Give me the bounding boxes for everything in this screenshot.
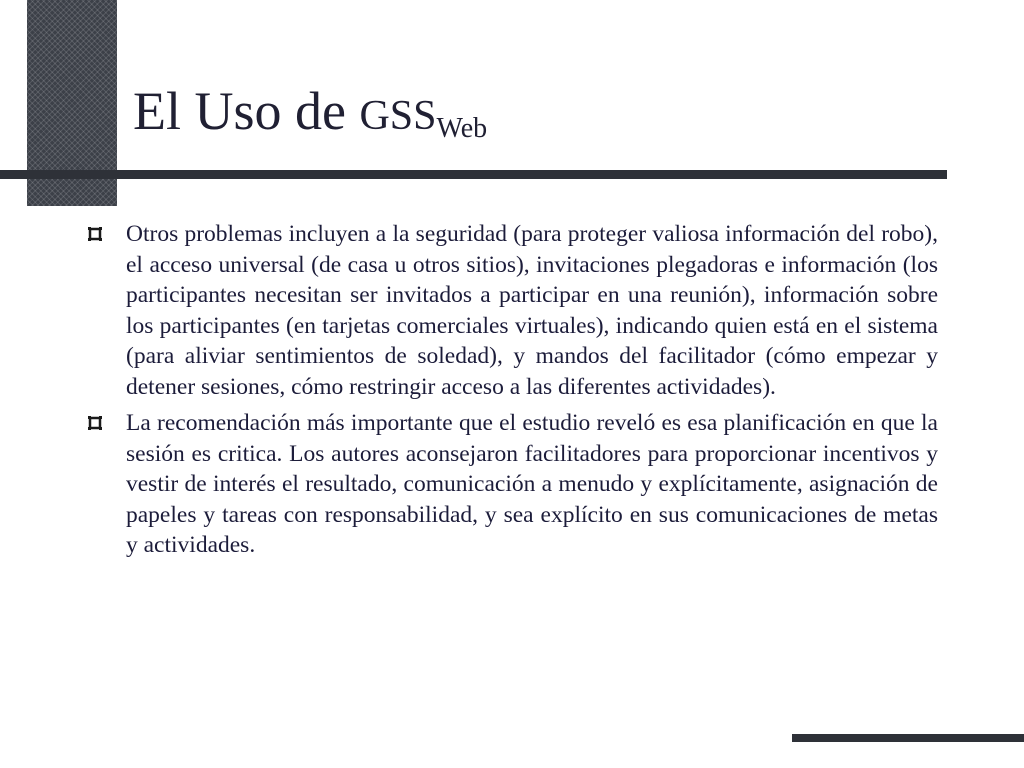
footer-divider bbox=[792, 734, 1024, 742]
title-gss-text: GSS bbox=[359, 93, 437, 139]
bullet-text: La recomendación más importante que el estudio reveló es esa planificación en que la sesión es critica. Los autores aconsejaron facilitadores para proporcionar incentivos y vestir de interés el resultado, comunicación a menudo y explícitamente, asignación de papeles y tareas con responsabilidad, y sea explícito en sus comunicaciones de metas y actividades. bbox=[126, 410, 938, 558]
bullet-item bbox=[86, 219, 938, 402]
bullet-text: Otros problemas incluyen a la seguridad (para proteger valiosa información del robo), el acceso universal (de casa u otros sitios), invitaciones plegadoras e información (los participantes necesitan ser invitados a participar en una reunión), información sobre los participantes (en tarjetas comerciales virtuales), indicando quien está en el sistema (para aliviar sentimientos de soledad), y mandos del facilitador (cómo empezar y detener sesiones, cómo restringir acceso a las diferentes actividades). bbox=[126, 221, 938, 400]
title-main-text: El Uso de bbox=[133, 81, 360, 141]
square-bullet-icon bbox=[86, 408, 126, 438]
title-divider bbox=[0, 170, 947, 179]
bullet-item bbox=[86, 408, 938, 561]
title-subscript-text: Web bbox=[436, 113, 488, 144]
square-bullet-icon bbox=[86, 219, 126, 249]
bullet-list bbox=[86, 219, 938, 567]
slide-title bbox=[133, 81, 488, 144]
